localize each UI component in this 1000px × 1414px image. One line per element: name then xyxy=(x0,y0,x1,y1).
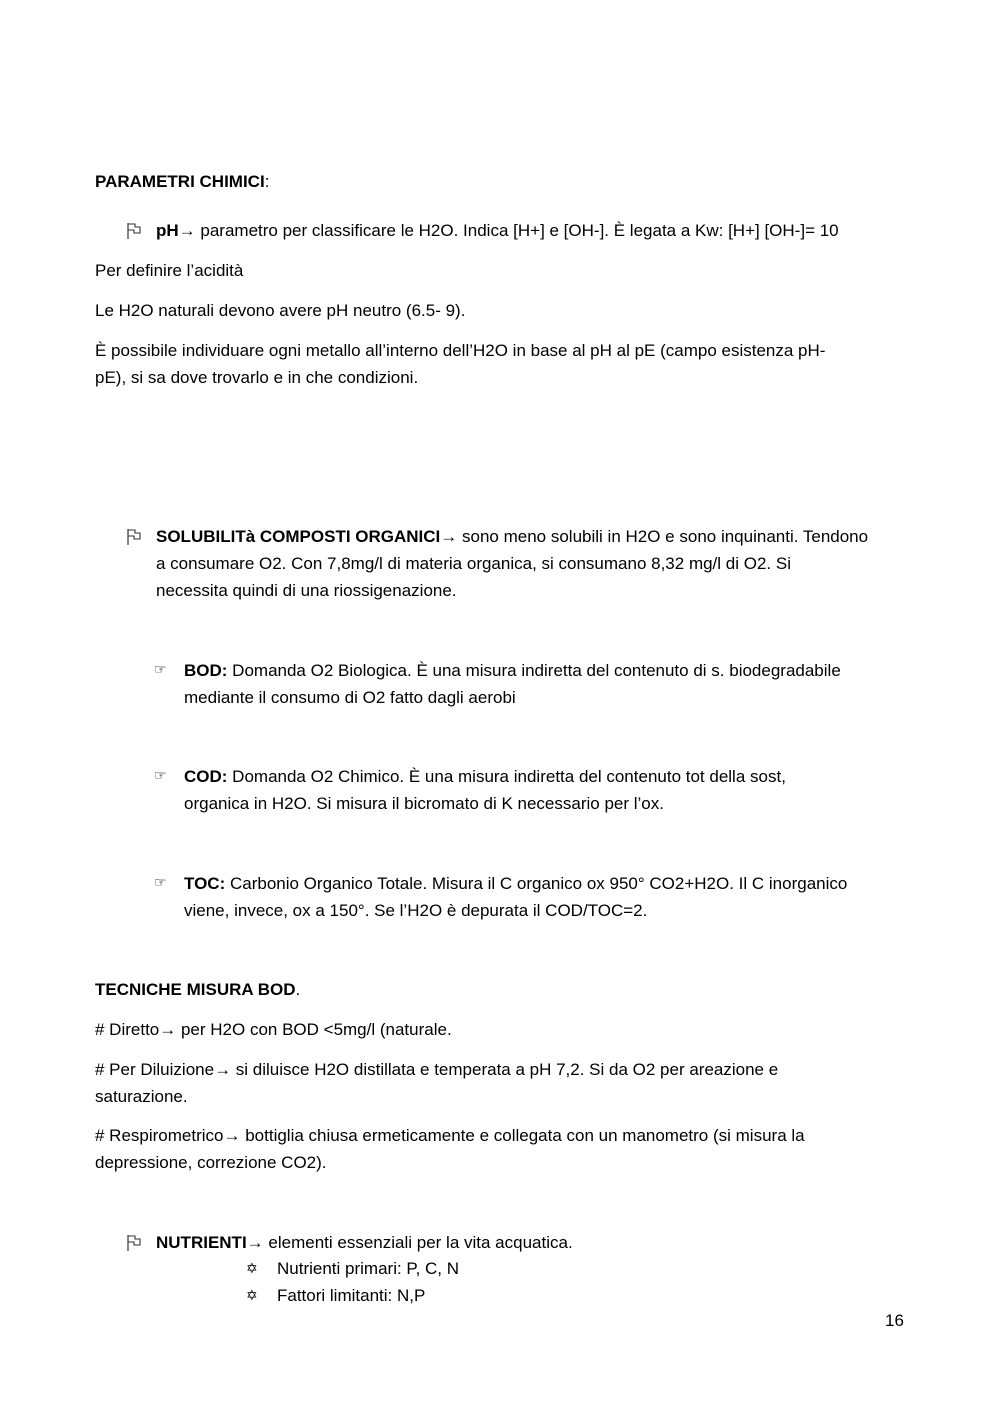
paragraph: pE), si sa dove trovarlo e in che condizioni. xyxy=(95,368,419,387)
list-item: Nutrienti primari: P, C, N xyxy=(277,1259,460,1278)
flag-icon xyxy=(126,528,142,546)
solubilita-item: SOLUBILITà COMPOSTI ORGANICI→ sono meno solubili in H2O e sono inquinanti. Tendono xyxy=(156,527,869,546)
section-heading-parametri-chimici: PARAMETRI CHIMICI: xyxy=(95,172,270,191)
ph-item: pH→ parametro per classificare le H2O. Indica [H+] e [OH-]. È legata a Kw: [H+] [OH-]= 10 xyxy=(156,221,839,240)
paragraph: Le H2O naturali devono avere pH neutro (6.5- 9). xyxy=(95,301,466,320)
solubilita-line: a consumare O2. Con 7,8mg/l di materia organica, si consumano 8,32 mg/l di O2. Si xyxy=(156,554,791,573)
diretto-line: # Diretto→ per H2O con BOD <5mg/l (naturale. xyxy=(95,1020,452,1039)
paragraph: Per definire l’acidità xyxy=(95,261,244,280)
list-item: Fattori limitanti: N,P xyxy=(277,1286,426,1305)
section-heading-tecniche-bod: TECNICHE MISURA BOD. xyxy=(95,980,301,999)
toc-item: TOC: Carbonio Organico Totale. Misura il C organico ox 950° CO2+H2O. Il C inorganico xyxy=(184,874,848,893)
bod-item: BOD: Domanda O2 Biologica. È una misura indiretta del contenuto di s. biodegradabile xyxy=(184,661,841,680)
bod-line: mediante il consumo di O2 fatto dagli aerobi xyxy=(184,688,516,707)
diluizione-line: # Per Diluizione→ si diluisce H2O distillata e temperata a pH 7,2. Si da O2 per areazione e xyxy=(95,1060,779,1079)
flag-icon xyxy=(126,1234,142,1252)
solubilita-line: necessita quindi di una riossigenazione. xyxy=(156,581,457,600)
pointing-hand-icon: ☞ xyxy=(154,767,167,783)
nutrienti-item: NUTRIENTI→ elementi essenziali per la vita acquatica. xyxy=(156,1233,573,1252)
toc-line: viene, invece, ox a 150°. Se l’H2O è depurata il COD/TOC=2. xyxy=(184,901,648,920)
pointing-hand-icon: ☞ xyxy=(154,661,167,677)
pointing-hand-icon: ☞ xyxy=(154,874,167,890)
star-of-david-icon: ✡ xyxy=(246,1260,258,1276)
diluizione-line: saturazione. xyxy=(95,1087,188,1106)
respirometrico-line: # Respirometrico→ bottiglia chiusa ermeticamente e collegata con un manometro (si misura la xyxy=(95,1126,805,1145)
respirometrico-line: depressione, correzione CO2). xyxy=(95,1153,327,1172)
cod-item: COD: Domanda O2 Chimico. È una misura indiretta del contenuto tot della sost, xyxy=(184,767,786,786)
flag-icon xyxy=(126,222,142,240)
page-number: 16 xyxy=(885,1311,904,1330)
cod-line: organica in H2O. Si misura il bicromato di K necessario per l’ox. xyxy=(184,794,664,813)
star-of-david-icon: ✡ xyxy=(246,1287,258,1303)
paragraph: È possibile individuare ogni metallo all’interno dell’H2O in base al pH al pE (campo esistenza pH- xyxy=(95,341,826,360)
